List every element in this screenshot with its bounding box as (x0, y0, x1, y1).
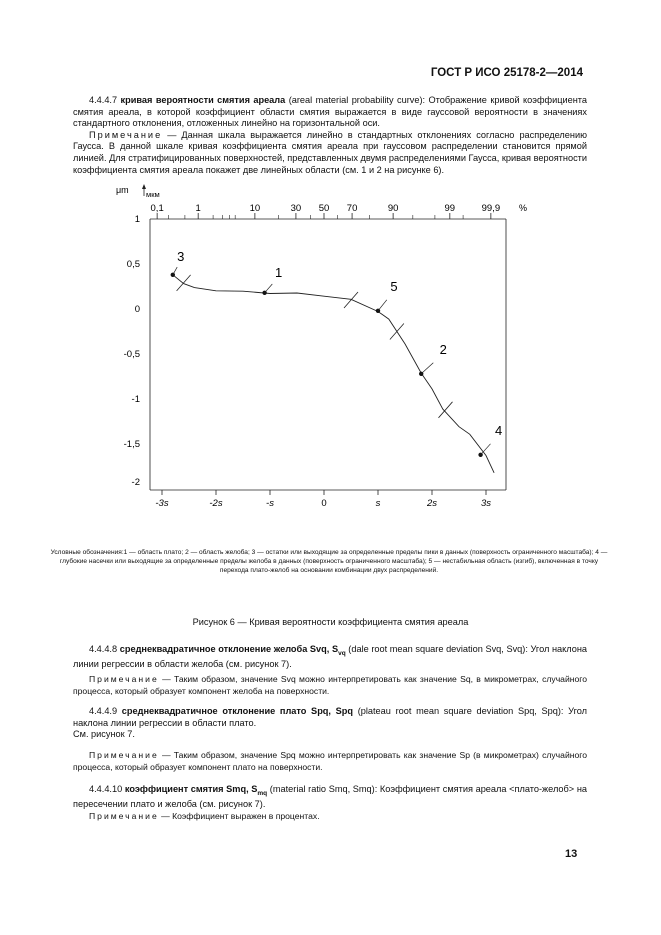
leader-line (265, 284, 273, 293)
bottom-tick-label: s (375, 498, 381, 509)
top-tick-label: 70 (346, 203, 358, 214)
bottom-tick-label: -2s (209, 498, 223, 509)
top-tick-label: 10 (249, 203, 261, 214)
figure-legend: Условные обозначения:1 — область плато; 2 — область желоба; 3 — остатки или выходящие за определенные пределы пики в данных (поверхность ограниченного масштаба); 4 — глубокие насечки или выходящие за определенные пределы желоба в данных (поверхность ограниченного масштаба); 5 — нестабильная область (изгиб), включенная в точку перехода плато-желоб на основании комбинации двух распределений. (50, 549, 608, 574)
curve-label-4: 4 (494, 422, 503, 438)
definition-4-4-4-10: 4.4.4.10 коэффициент смятия Smq, $S_{mq}$ (material ratio Smq, Smq): Коэффициент смятия ареала <плато-желоб> на пересечении плато и желоба (см. рисунок 7). (73, 784, 587, 810)
top-tick-label: 99 (444, 203, 456, 214)
note-4: Примечание — Коэффициент выражен в процентах. (89, 811, 320, 821)
material-probability-curve (173, 275, 494, 473)
y-tick-label: 1 (134, 214, 140, 225)
top-unit: % (519, 203, 528, 213)
region-boundary-mark (344, 292, 358, 308)
curve-label-1: 1 (274, 264, 283, 280)
y-tick-label: -1,5 (123, 439, 140, 450)
definition-4-4-4-7: 4.4.4.7 кривая вероятности смятия ареала (areal material probability curve): Отображение кривой коэффициента смятия ареала, в которой коэффициент области смятия выражается в виде гауссовой вероятности в значениях стандартного отклонения, отложенных линейно на горизонтальной оси. Примечание — Данная шкала выражается линейно в стандартных отклонениях согласно распределению Гаусса. В данной шкале кривая коэффициента смятия ареала при гауссовом распределении становится прямой линией. Для стратифицированных поверхностей, представленных двумя распределениями Гаусса, кривая вероятности коэффициента смятия ареала покажет две линейных области (см. 1 и 2 на рисунке 6). (73, 95, 588, 175)
y-tick-label: -1 (131, 394, 140, 405)
y-tick-label: 0 (134, 304, 140, 315)
leader-line (173, 267, 177, 275)
y-arrow-head (142, 184, 146, 189)
bottom-tick-label: 3s (480, 498, 492, 509)
chart-axes (150, 219, 506, 490)
region-boundary-mark (390, 324, 404, 340)
y-tick-label: 0,5 (126, 259, 140, 270)
note-3: Примечание — Таким образом, значение Spq можно интерпретировать как значение Sp (в микрометрах) случайного процесса, который образует компонент плато на поверхности. (73, 750, 587, 772)
curve-label-3: 3 (177, 248, 185, 264)
top-tick-label: 99,9 (481, 203, 501, 214)
top-tick-label: 1 (195, 203, 201, 214)
curve-label-2: 2 (439, 341, 447, 357)
y-tick-label: -2 (131, 477, 140, 488)
top-tick-label: 50 (318, 203, 330, 214)
top-tick-label: 30 (290, 203, 302, 214)
note-1: Примечание — Данная шкала выражается линейно в стандартных отклонениях согласно распределению Гаусса. В данной шкале кривая коэффициента смятия ареала при гауссовом распределении становится прямой линией. Для стратифицированных поверхностей, представленных двумя распределениями Гаусса, кривая вероятности коэффициента смятия ареала покажет две линейных области (см. 1 и 2 на рисунке 6). (73, 129, 587, 175)
leader-line (378, 300, 387, 311)
top-tick-label: 90 (387, 203, 399, 214)
y-unit-ru: мкм (146, 190, 160, 199)
note-2: Примечание — Таким образом, значение Svq можно интерпретировать как значение Sq, в микрометрах, случайного процесса, который образует компонент желоба на поверхности. (73, 674, 587, 696)
bottom-tick-label: -s (266, 498, 274, 509)
leader-line (421, 363, 433, 374)
definition-4-4-4-8: 4.4.4.8 среднеквадратичное отклонение желоба Svq, $S_{vq}$ (dale root mean square deviation Svq, Svq): Угол наклона линии регрессии в области желоба (см. рисунок 7). (73, 644, 588, 670)
figure-caption: Рисунок 6 — Кривая вероятности коэффициента смятия ареала (192, 617, 469, 627)
y-unit-en: μm (116, 185, 129, 195)
y-tick-label: -0,5 (123, 349, 140, 360)
bottom-tick-label: 0 (321, 498, 327, 509)
document-header: ГОСТ Р ИСО 25178-2—2014 (430, 67, 583, 79)
region-boundary-mark (177, 275, 191, 291)
top-tick-label: 0,1 (150, 203, 164, 214)
bottom-tick-label: -3s (155, 498, 169, 509)
page-number: 13 (565, 848, 578, 860)
bottom-tick-label: 2s (426, 498, 438, 509)
leader-line (481, 444, 491, 455)
definition-4-4-4-9: 4.4.4.9 среднеквадратичное отклонение плато Spq, Spq (plateau root mean square deviation Spq, Spq): Угол наклона линии регрессии в области плато. См. рисунок 7. (73, 706, 588, 740)
curve-label-5: 5 (390, 278, 398, 294)
